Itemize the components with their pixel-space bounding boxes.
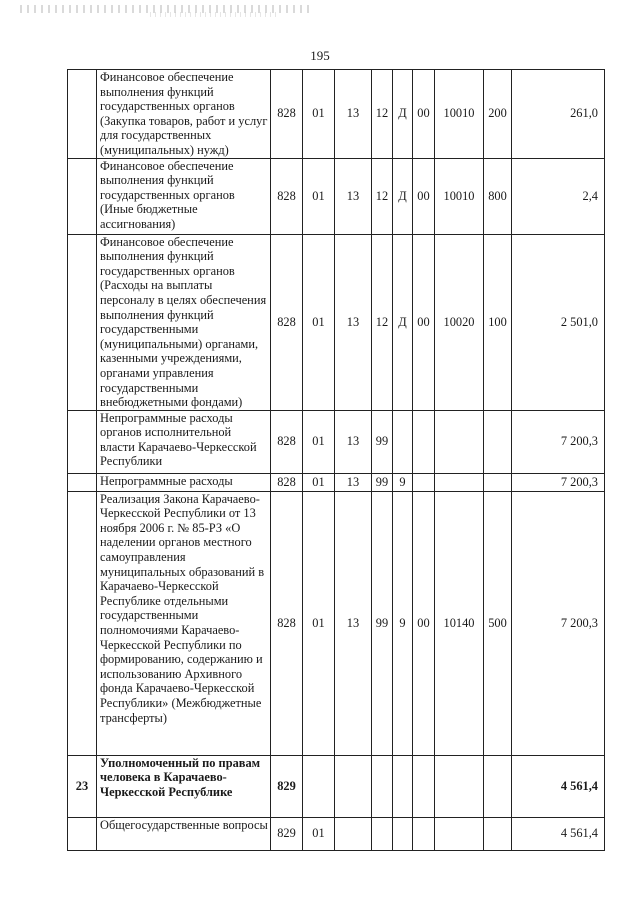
ved-code: 828 bbox=[271, 70, 303, 159]
target-item-direction: 10140 bbox=[435, 491, 484, 755]
expense-type-code bbox=[484, 410, 512, 473]
target-item-direction bbox=[435, 410, 484, 473]
ved-code: 829 bbox=[271, 755, 303, 817]
ved-code: 828 bbox=[271, 410, 303, 473]
target-item-subprogram: 9 bbox=[393, 491, 413, 755]
target-item-program: 12 bbox=[372, 158, 393, 234]
subsection-code: 13 bbox=[335, 491, 372, 755]
row-number bbox=[68, 491, 97, 755]
target-item-main bbox=[413, 473, 435, 491]
target-item-main: 00 bbox=[413, 234, 435, 410]
target-item-main: 00 bbox=[413, 491, 435, 755]
expense-name: Реализация Закона Карачаево-Черкесской Республики от 13 ноября 2006 г. № 85-РЗ «О наделении органов местного самоуправления муниципальных образований в Карачаево-Черкесской Республике отдельными государственными полномочиями Карачаево-Черкесской Республики по формированию, содержанию и использованию Архивного фонда Карачаево-Черкесской Республики» (Межбюджетные трансферты) bbox=[97, 491, 271, 755]
target-item-subprogram bbox=[393, 410, 413, 473]
target-item-main bbox=[413, 817, 435, 850]
target-item-program bbox=[372, 817, 393, 850]
row-number bbox=[68, 817, 97, 850]
expense-name: Непрограммные расходы органов исполнительной власти Карачаево-Черкесской Республики bbox=[97, 410, 271, 473]
expense-name: Финансовое обеспечение выполнения функций государственных органов (Иные бюджетные ассигнования) bbox=[97, 158, 271, 234]
table-row-section-header bbox=[68, 755, 605, 817]
scan-artifact-secondary bbox=[150, 12, 280, 17]
amount: 7 200,3 bbox=[512, 473, 605, 491]
amount: 4 561,4 bbox=[512, 755, 605, 817]
expense-type-code: 100 bbox=[484, 234, 512, 410]
target-item-direction: 10020 bbox=[435, 234, 484, 410]
table-row bbox=[68, 491, 605, 755]
target-item-subprogram bbox=[393, 755, 413, 817]
subsection-code: 13 bbox=[335, 234, 372, 410]
subsection-code: 13 bbox=[335, 473, 372, 491]
budget-table bbox=[67, 69, 605, 851]
target-item-subprogram bbox=[393, 817, 413, 850]
target-item-direction bbox=[435, 473, 484, 491]
target-item-main: 00 bbox=[413, 70, 435, 159]
section-code: 01 bbox=[303, 410, 335, 473]
page-number: 195 bbox=[310, 48, 330, 63]
row-number bbox=[68, 473, 97, 491]
table-row bbox=[68, 234, 605, 410]
amount: 2 501,0 bbox=[512, 234, 605, 410]
expense-name: Общегосударственные вопросы bbox=[97, 817, 271, 850]
target-item-subprogram: Д bbox=[393, 234, 413, 410]
section-code: 01 bbox=[303, 158, 335, 234]
target-item-direction: 10010 bbox=[435, 70, 484, 159]
ved-code: 828 bbox=[271, 158, 303, 234]
table-row bbox=[68, 817, 605, 850]
table-row bbox=[68, 473, 605, 491]
section-code: 01 bbox=[303, 491, 335, 755]
ved-code: 829 bbox=[271, 817, 303, 850]
expense-name: Непрограммные расходы bbox=[97, 473, 271, 491]
expense-type-code: 500 bbox=[484, 491, 512, 755]
subsection-code bbox=[335, 755, 372, 817]
target-item-subprogram: Д bbox=[393, 158, 413, 234]
target-item-program: 12 bbox=[372, 234, 393, 410]
subsection-code: 13 bbox=[335, 70, 372, 159]
amount: 7 200,3 bbox=[512, 410, 605, 473]
section-code: 01 bbox=[303, 473, 335, 491]
target-item-main bbox=[413, 410, 435, 473]
target-item-program: 99 bbox=[372, 410, 393, 473]
expense-type-code bbox=[484, 473, 512, 491]
subsection-code bbox=[335, 817, 372, 850]
target-item-program bbox=[372, 755, 393, 817]
target-item-main: 00 bbox=[413, 158, 435, 234]
subsection-code: 13 bbox=[335, 410, 372, 473]
ved-code: 828 bbox=[271, 491, 303, 755]
target-item-program: 12 bbox=[372, 70, 393, 159]
table-row bbox=[68, 410, 605, 473]
ved-code: 828 bbox=[271, 473, 303, 491]
section-code: 01 bbox=[303, 234, 335, 410]
row-number bbox=[68, 70, 97, 159]
target-item-subprogram: Д bbox=[393, 70, 413, 159]
target-item-direction bbox=[435, 755, 484, 817]
expense-type-code bbox=[484, 817, 512, 850]
ved-code: 828 bbox=[271, 234, 303, 410]
row-number bbox=[68, 158, 97, 234]
expense-type-code: 800 bbox=[484, 158, 512, 234]
table-row bbox=[68, 70, 605, 159]
target-item-program: 99 bbox=[372, 491, 393, 755]
amount: 261,0 bbox=[512, 70, 605, 159]
row-number bbox=[68, 234, 97, 410]
target-item-direction: 10010 bbox=[435, 158, 484, 234]
subsection-code: 13 bbox=[335, 158, 372, 234]
row-number: 23 bbox=[68, 755, 97, 817]
target-item-subprogram: 9 bbox=[393, 473, 413, 491]
amount: 7 200,3 bbox=[512, 491, 605, 755]
expense-type-code: 200 bbox=[484, 70, 512, 159]
section-code: 01 bbox=[303, 70, 335, 159]
target-item-main bbox=[413, 755, 435, 817]
expense-name: Уполномоченный по правам человека в Карачаево-Черкесской Республике bbox=[97, 755, 271, 817]
expense-name: Финансовое обеспечение выполнения функций государственных органов (Закупка товаров, работ и услуг для государственных (муниципальных) нужд) bbox=[97, 70, 271, 159]
amount: 4 561,4 bbox=[512, 817, 605, 850]
section-code bbox=[303, 755, 335, 817]
amount: 2,4 bbox=[512, 158, 605, 234]
target-item-direction bbox=[435, 817, 484, 850]
table-row bbox=[68, 158, 605, 234]
expense-type-code bbox=[484, 755, 512, 817]
row-number bbox=[68, 410, 97, 473]
section-code: 01 bbox=[303, 817, 335, 850]
target-item-program: 99 bbox=[372, 473, 393, 491]
expense-name: Финансовое обеспечение выполнения функций государственных органов (Расходы на выплаты персоналу в целях обеспечения выполнения функций государственными (муниципальными) органами, казенными учреждениями, органами управления государственными внебюджетными фондами) bbox=[97, 234, 271, 410]
